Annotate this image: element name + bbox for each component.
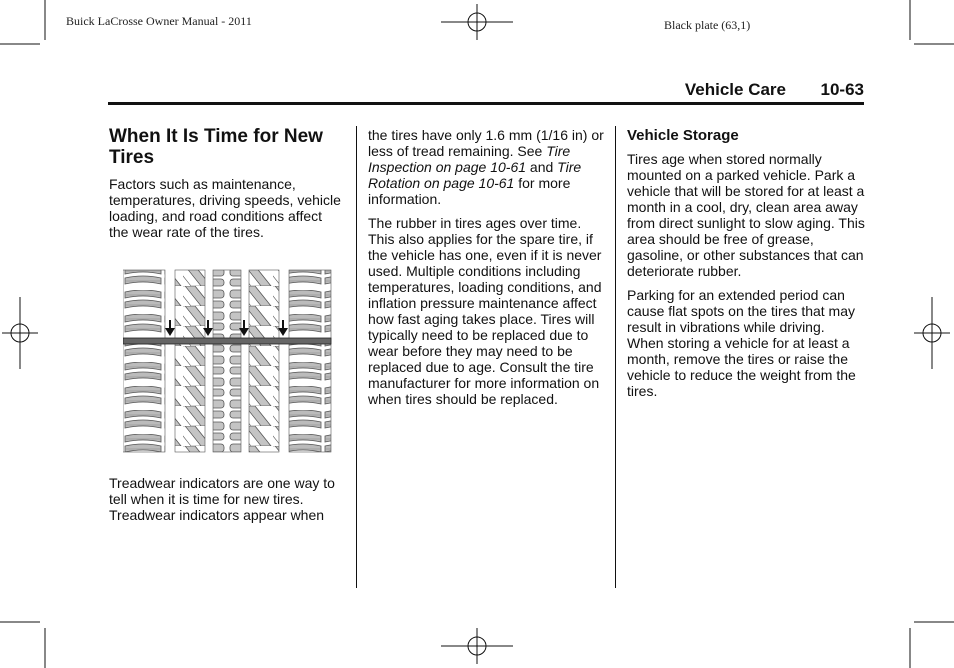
column-3 (627, 127, 865, 407)
cross-reference-link[interactable]: Tire Rotation on page 10-61 (368, 159, 582, 191)
storage-paragraph-1: Tires age when stored normally mounted on a parked vehicle. Park a vehicle that will be stored for at least a month in a cool, dry, clean area away from direct sunlight to slow aging. This area should be free of grease, gasoline, or other substances that can deteriorate rubber. (627, 151, 865, 279)
text-run: the tires have only 1.6 mm (1/16 in) or less of tread remaining. See (368, 127, 604, 159)
column-divider (356, 126, 357, 588)
tire-tread-wear-indicator-illustration (123, 266, 333, 454)
page-number: 10-63 (820, 80, 864, 99)
column-1 (109, 126, 345, 531)
storage-paragraph-2: Parking for an extended period can cause flat spots on the tires that may result in vibrations while driving. When storing a vehicle for at least a month, remove the tires or raise the vehicle to reduce the weight from the tires. (627, 287, 856, 399)
plate-right: Black plate (63,1) (664, 18, 751, 32)
text-run: and (526, 159, 558, 175)
subsection-title: Vehicle Storage (627, 127, 739, 144)
tire-tread-icon (123, 266, 333, 454)
header-rule (108, 102, 864, 105)
intro-paragraph: Factors such as maintenance, temperatures, driving speeds, vehicle loading, and road conditions affect the wear rate of the tires. (109, 176, 341, 240)
running-header (108, 80, 864, 100)
cross-reference-link[interactable]: Tire Inspection on page 10-61 (368, 143, 571, 175)
section-name: Vehicle Care (684, 80, 786, 99)
section-title: When It Is Time for New Tires (109, 126, 323, 168)
column-2 (368, 127, 604, 415)
plate-left: Buick LaCrosse Owner Manual - 2011 (66, 14, 252, 28)
column-divider (615, 126, 616, 588)
tread-depth-paragraph (368, 127, 604, 207)
after-figure-paragraph: Treadwear indicators are one way to tell when it is time for new tires. Treadwear indicators appear when (109, 475, 335, 523)
text-run: for more information. (368, 175, 571, 207)
rubber-aging-paragraph: The rubber in tires ages over time. This also applies for the spare tire, if the vehicle has one, even if it is never used. Multiple conditions including temperatures, loading conditions, and inflation pressure maintenance affect how fast aging takes place. Tires will typically need to be replaced due to wear before they may need to be replaced due to age. Consult the tire manufacturer for more information on when tires should be replaced. (368, 215, 602, 407)
